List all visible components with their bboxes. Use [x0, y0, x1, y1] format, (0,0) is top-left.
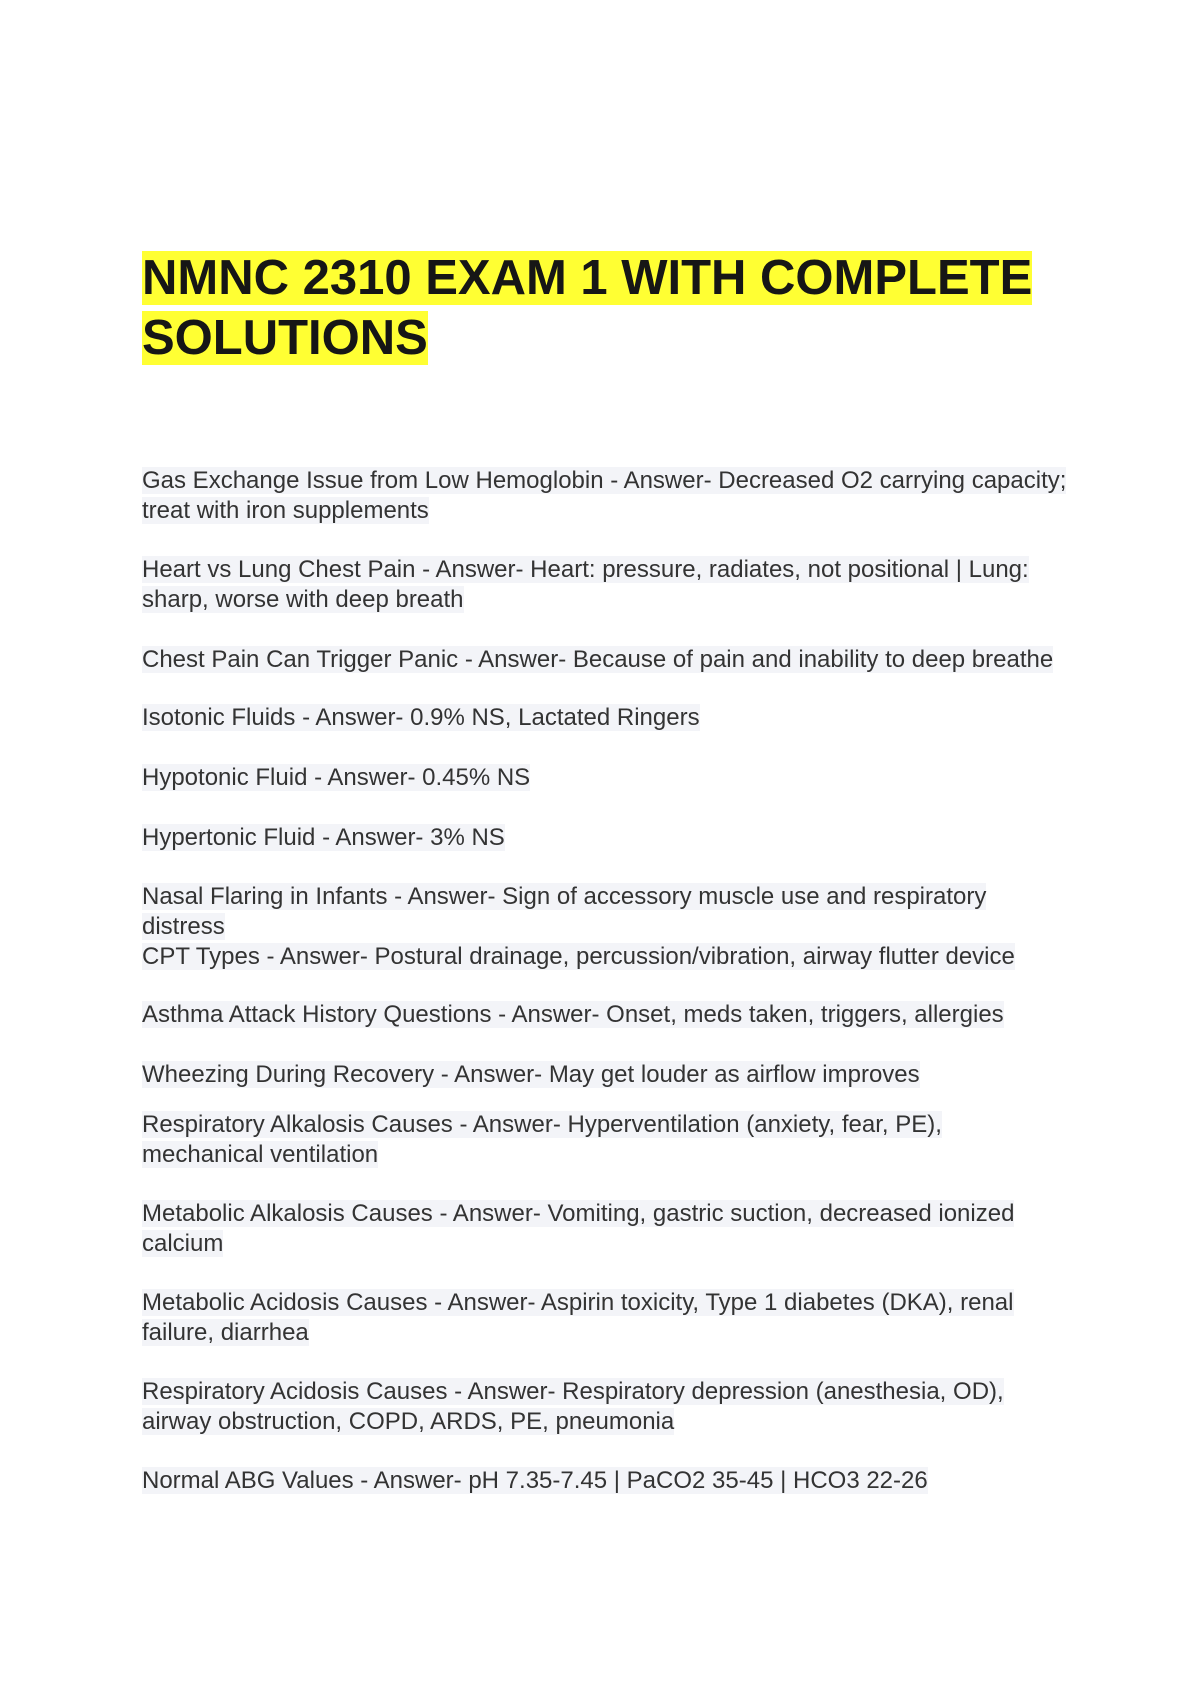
- qa-entry: Nasal Flaring in Infants - Answer- Sign of accessory muscle use and respiratory distress: [142, 883, 987, 940]
- qa-entry: Normal ABG Values - Answer- pH 7.35-7.45 | PaCO2 35-45 | HCO3 22-26: [142, 1467, 928, 1494]
- qa-entry: Gas Exchange Issue from Low Hemoglobin - Answer- Decreased O2 carrying capacity; treat with iron supplements: [142, 467, 1067, 524]
- qa-entry: Chest Pain Can Trigger Panic - Answer- Because of pain and inability to deep breathe: [142, 646, 1054, 673]
- title-highlight: NMNC 2310 EXAM 1 WITH COMPLETE SOLUTIONS: [142, 251, 1033, 365]
- qa-entry: Hypotonic Fluid - Answer- 0.45% NS: [142, 764, 531, 791]
- qa-entry: CPT Types - Answer- Postural drainage, percussion/vibration, airway flutter device: [142, 943, 1015, 970]
- qa-entry: Isotonic Fluids - Answer- 0.9% NS, Lactated Ringers: [142, 704, 700, 731]
- qa-entry: Wheezing During Recovery - Answer- May get louder as airflow improves: [142, 1061, 920, 1088]
- qa-entry: Metabolic Acidosis Causes - Answer- Aspirin toxicity, Type 1 diabetes (DKA), renal failure, diarrhea: [142, 1289, 1014, 1346]
- qa-entry: Hypertonic Fluid - Answer- 3% NS: [142, 824, 505, 851]
- qa-entry: Respiratory Acidosis Causes - Answer- Respiratory depression (anesthesia, OD), airway obstruction, COPD, ARDS, PE, pneumonia: [142, 1378, 1004, 1435]
- qa-entry: Respiratory Alkalosis Causes - Answer- Hyperventilation (anxiety, fear, PE), mechanical ventilation: [142, 1111, 942, 1168]
- qa-entry: Metabolic Alkalosis Causes - Answer- Vomiting, gastric suction, decreased ionized calcium: [142, 1200, 1015, 1257]
- qa-entry: Asthma Attack History Questions - Answer- Onset, meds taken, triggers, allergies: [142, 1001, 1004, 1028]
- document-title: [142, 248, 1042, 368]
- qa-entry: Heart vs Lung Chest Pain - Answer- Heart: pressure, radiates, not positional | Lung: sharp, worse with deep breath: [142, 556, 1029, 613]
